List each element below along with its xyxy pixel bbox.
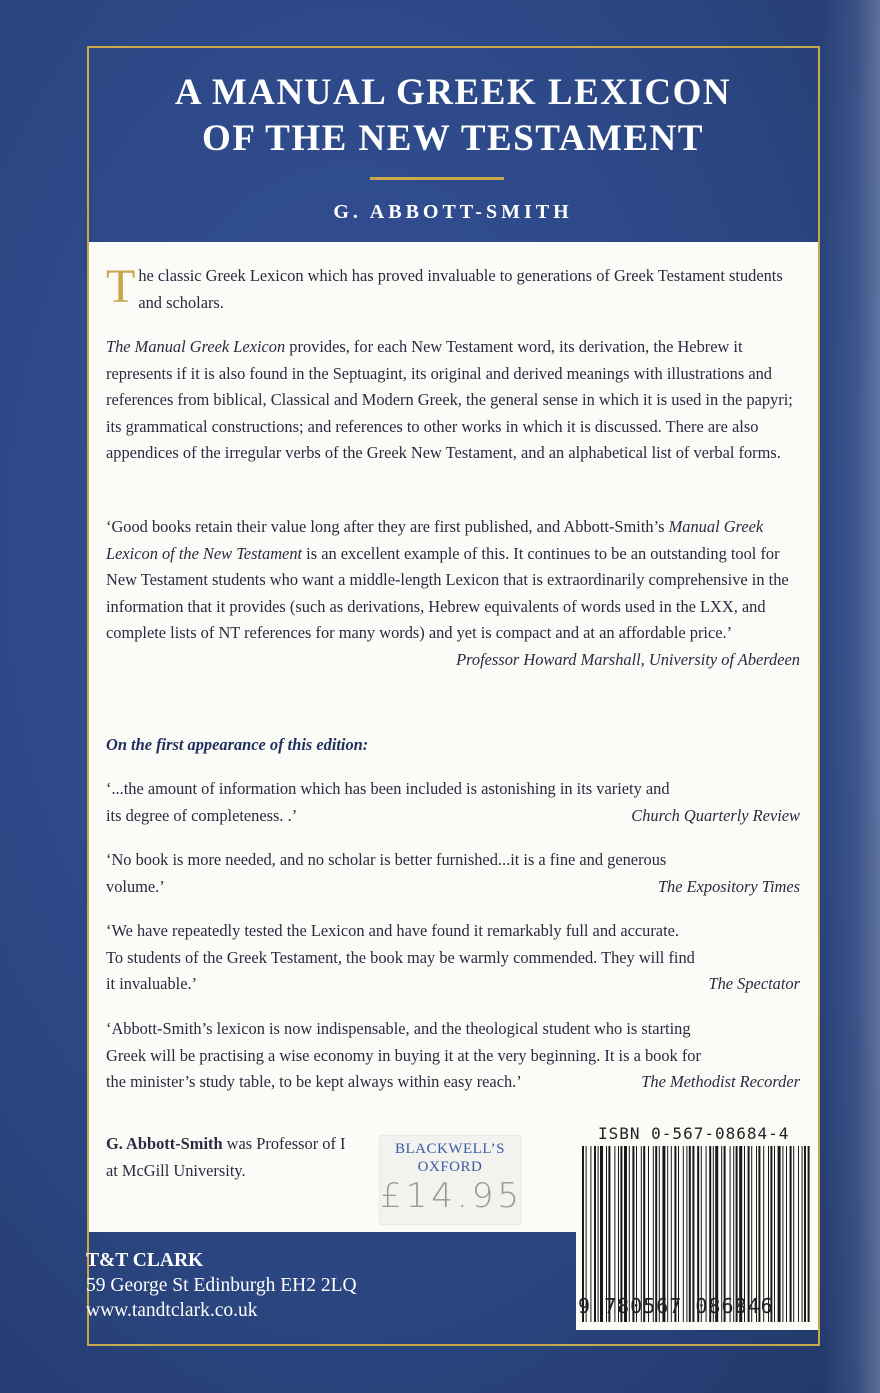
- description-paragraph: [106, 334, 800, 467]
- review-line: ‘We have repeatedly tested the Lexicon and have found it remarkably full and accurate.: [106, 921, 679, 940]
- review-source: Church Quarterly Review: [631, 805, 800, 825]
- publisher-name: T&T CLARK: [86, 1250, 204, 1271]
- sticker-price: £14.95: [380, 1176, 523, 1216]
- review-line: it invaluable.’: [106, 974, 198, 993]
- title-line-1: A MANUAL GREEK LEXICON: [174, 72, 732, 113]
- first-appearance-heading: On the first appearance of this edition:: [106, 735, 369, 754]
- cover-edge-shading: [820, 0, 880, 1393]
- author-bio-line-2: at McGill University.: [106, 1160, 246, 1180]
- review-source: The Methodist Recorder: [641, 1072, 800, 1091]
- review-methodist-recorder: [106, 1016, 800, 1096]
- intro-paragraph: [106, 260, 800, 316]
- review-spectator: [106, 918, 800, 998]
- marshall-quote: [106, 514, 800, 673]
- publisher-block: [86, 1248, 357, 1323]
- price-sticker: [380, 1136, 523, 1224]
- marshall-text-b: is an excellent example of this. It continues to be an outstanding tool for New Testament students who want a middle-length Lexicon that is extraordinarily comprehensive in the information that it provides (such as derivations, Hebrew equivalents of words used in the LXX, and complete lists of NT references for many words) and yet is compact and at an affordable price.’: [106, 543, 789, 642]
- description-title: The Manual Greek Lexicon: [106, 337, 286, 356]
- ean-number: 9 780567 086846: [578, 1294, 774, 1318]
- review-line: its degree of completeness. .’: [106, 805, 298, 825]
- drop-cap: T: [106, 260, 136, 313]
- review-line: ‘No book is more needed, and no scholar is better furnished...it is a fine and generous: [106, 850, 667, 869]
- sticker-shop: [384, 1140, 516, 1176]
- publisher-website: www.tandtclark.co.uk: [86, 1300, 258, 1321]
- author-bio-text: was Professor of I: [222, 1134, 346, 1153]
- isbn-text: ISBN 0-567-08684-4: [598, 1124, 790, 1143]
- review-line: Greek will be practising a wise economy in buying it at the very beginning. It is a book for: [106, 1045, 701, 1065]
- marshall-source: Professor Howard Marshall, University of Aberdeen: [456, 649, 800, 669]
- sticker-line-1: BLACKWELL’S: [395, 1141, 505, 1157]
- sticker-line-2: OXFORD: [417, 1159, 483, 1175]
- author-name: G. ABBOTT-SMITH: [333, 201, 573, 223]
- review-line: To students of the Greek Testament, the book may be warmly commended. They will find: [106, 947, 695, 967]
- review-line: volume.’: [106, 876, 165, 896]
- author-bio: [106, 1131, 406, 1184]
- review-expository-times: [106, 847, 800, 900]
- marshall-text-title: Manual Greek Lexicon of the New Testament: [106, 517, 764, 563]
- intro-text: he classic Greek Lexicon which has proved invaluable to generations of Greek Testament students and scholars.: [138, 266, 783, 312]
- review-church-quarterly: [106, 776, 800, 829]
- review-line: the minister’s study table, to be kept always within easy reach.’: [106, 1072, 522, 1091]
- review-line: ‘Abbott-Smith’s lexicon is now indispensable, and the theological student who is starting: [106, 1019, 691, 1038]
- book-title: [100, 70, 806, 162]
- review-source: The Expository Times: [657, 876, 800, 896]
- author-bio-name: G. Abbott-Smith: [106, 1134, 223, 1153]
- review-source: The Spectator: [708, 974, 800, 993]
- publisher-address: 59 George St Edinburgh EH2 2LQ: [86, 1275, 357, 1296]
- review-line: ‘...the amount of information which has been included is astonishing in its variety and: [106, 779, 670, 798]
- gold-divider: [370, 177, 504, 180]
- description-text: provides, for each New Testament word, its derivation, the Hebrew it represents if it is also found in the Septuagint, its original and derived meanings with illustrations and references from biblical, Classical and Modern Greek, the general sense in which it is used in the papyri; its grammatical constructions; and references to other works in which it is discussed. There are also appendices of the irregular verbs of the Greek New Testament, and an alphabetical list of verbal forms.: [106, 337, 793, 462]
- title-line-2: OF THE NEW TESTAMENT: [202, 118, 704, 159]
- marshall-text-a: ‘Good books retain their value long after they are first published, and Abbott-Smith’s: [106, 517, 669, 536]
